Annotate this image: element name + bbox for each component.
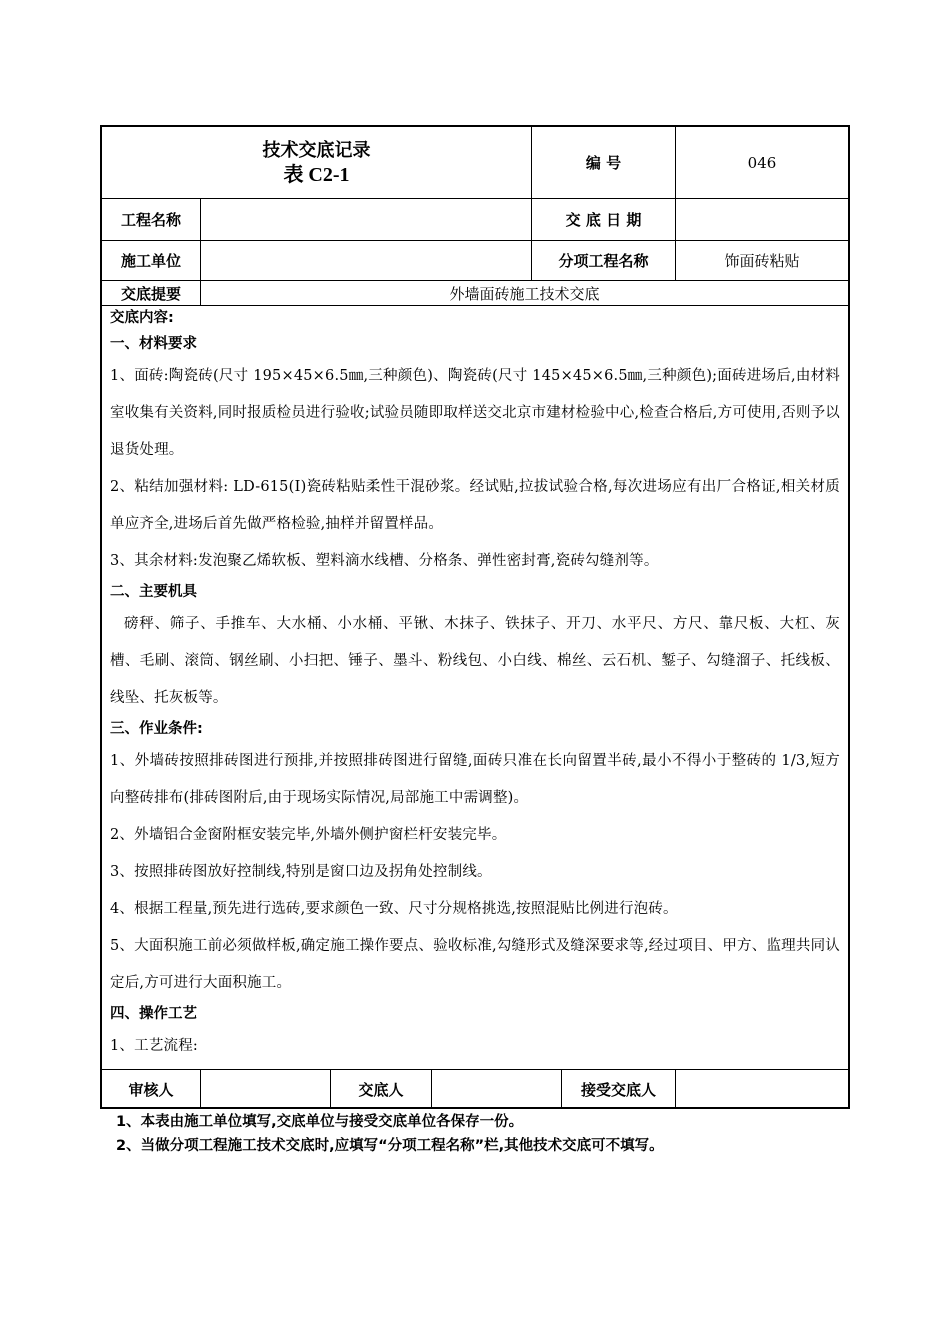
project-name-value[interactable]	[201, 199, 532, 240]
signature-row	[102, 1069, 848, 1109]
section-1-para-1: 1、面砖:陶瓷砖(尺寸 195×45×6.5㎜,三种颜色)、陶瓷砖(尺寸 145×45×6.5㎜,三种颜色);面砖进场后,由材料室收集有关资料,同时报质检员进行验收;试验员随即取样送交北京市建材检验中心,检查合格后,方可使用,否则予以退货处理。	[110, 368, 840, 458]
project-row	[102, 199, 848, 241]
reviewer-value[interactable]	[201, 1070, 331, 1109]
section-3-para-3: 3、按照排砖图放好控制线,特别是窗口边及拐角处控制线。	[110, 864, 492, 880]
footnotes	[116, 1110, 664, 1158]
disclosure-content	[110, 308, 840, 1065]
discloser-label: 交底人	[331, 1070, 432, 1109]
date-value[interactable]	[676, 199, 848, 240]
summary-value[interactable]: 外墙面砖施工技术交底	[449, 284, 600, 303]
section-3-para-5: 5、大面积施工前必须做样板,确定施工操作要点、验收标准,勾缝形式及缝深要求等,经过项目、甲方、监理共同认定后,方可进行大面积施工。	[110, 938, 840, 991]
content-label: 交底内容:	[110, 310, 174, 326]
section-3-para-4: 4、根据工程量,预先进行选砖,要求颜色一致、尺寸分规格挑选,按照混贴比例进行泡砖。	[110, 901, 678, 917]
section-2-para-1: 磅秤、筛子、手推车、大水桶、小水桶、平锹、木抹子、铁抹子、开刀、水平尺、方尺、靠尺板、大杠、灰槽、毛刷、滚筒、钢丝刷、小扫把、锤子、墨斗、粉线包、小白线、棉丝、云石机、錾子、勾缝溜子、托线板、线坠、托灰板等。	[110, 616, 840, 706]
form-title	[102, 127, 532, 198]
code-value: 046	[747, 153, 777, 172]
footnote-2: 2、当做分项工程施工技术交底时,应填写“分项工程名称”栏,其他技术交底可不填写。	[116, 1138, 664, 1154]
section-1-title: 一、材料要求	[110, 336, 197, 352]
receiver-value[interactable]	[676, 1070, 848, 1109]
section-3-title: 三、作业条件:	[110, 721, 203, 737]
unit-label: 施工单位	[102, 241, 201, 280]
section-4-para-1: 1、工艺流程:	[110, 1038, 199, 1054]
summary-row	[102, 281, 848, 306]
unit-value[interactable]	[201, 241, 532, 280]
project-name-label: 工程名称	[102, 199, 201, 240]
date-label: 交 底 日 期	[532, 199, 676, 240]
footnote-1: 1、本表由施工单位填写,交底单位与接受交底单位各保存一份。	[116, 1114, 524, 1130]
form-title-line2: 表 C2-1	[283, 163, 350, 186]
summary-label: 交底提要	[102, 281, 201, 305]
section-3-para-2: 2、外墙铝合金窗附框安装完毕,外墙外侧护窗栏杆安装完毕。	[110, 827, 507, 843]
section-1-para-3: 3、其余材料:发泡聚乙烯软板、塑料滴水线槽、分格条、弹性密封膏,瓷砖勾缝剂等。	[110, 553, 659, 569]
section-3-para-1: 1、外墙砖按照排砖图进行预排,并按照排砖图进行留缝,面砖只准在长向留置半砖,最小不得小于整砖的 1/3,短方向整砖排布(排砖图附后,由于现场实际情况,局部施工中需调整)。	[110, 753, 840, 806]
unit-row	[102, 241, 848, 281]
subproject-value[interactable]: 饰面砖粘贴	[724, 252, 800, 270]
subproject-label: 分项工程名称	[532, 241, 676, 280]
section-4-title: 四、操作工艺	[110, 1006, 197, 1022]
receiver-label: 接受交底人	[562, 1070, 676, 1109]
section-1-para-2: 2、粘结加强材料: LD-615(Ⅰ)瓷砖粘贴柔性干混砂浆。经试贴,拉拔试验合格,每次进场应有出厂合格证,相关材质单应齐全,进场后首先做严格检验,抽样并留置样品。	[110, 479, 840, 532]
reviewer-label: 审核人	[102, 1070, 201, 1109]
header-row	[102, 127, 848, 199]
discloser-value[interactable]	[432, 1070, 562, 1109]
form-title-line1: 技术交底记录	[262, 139, 371, 161]
tech-disclosure-form	[100, 125, 850, 1109]
code-label: 编 号	[532, 127, 676, 198]
section-2-title: 二、主要机具	[110, 584, 197, 600]
